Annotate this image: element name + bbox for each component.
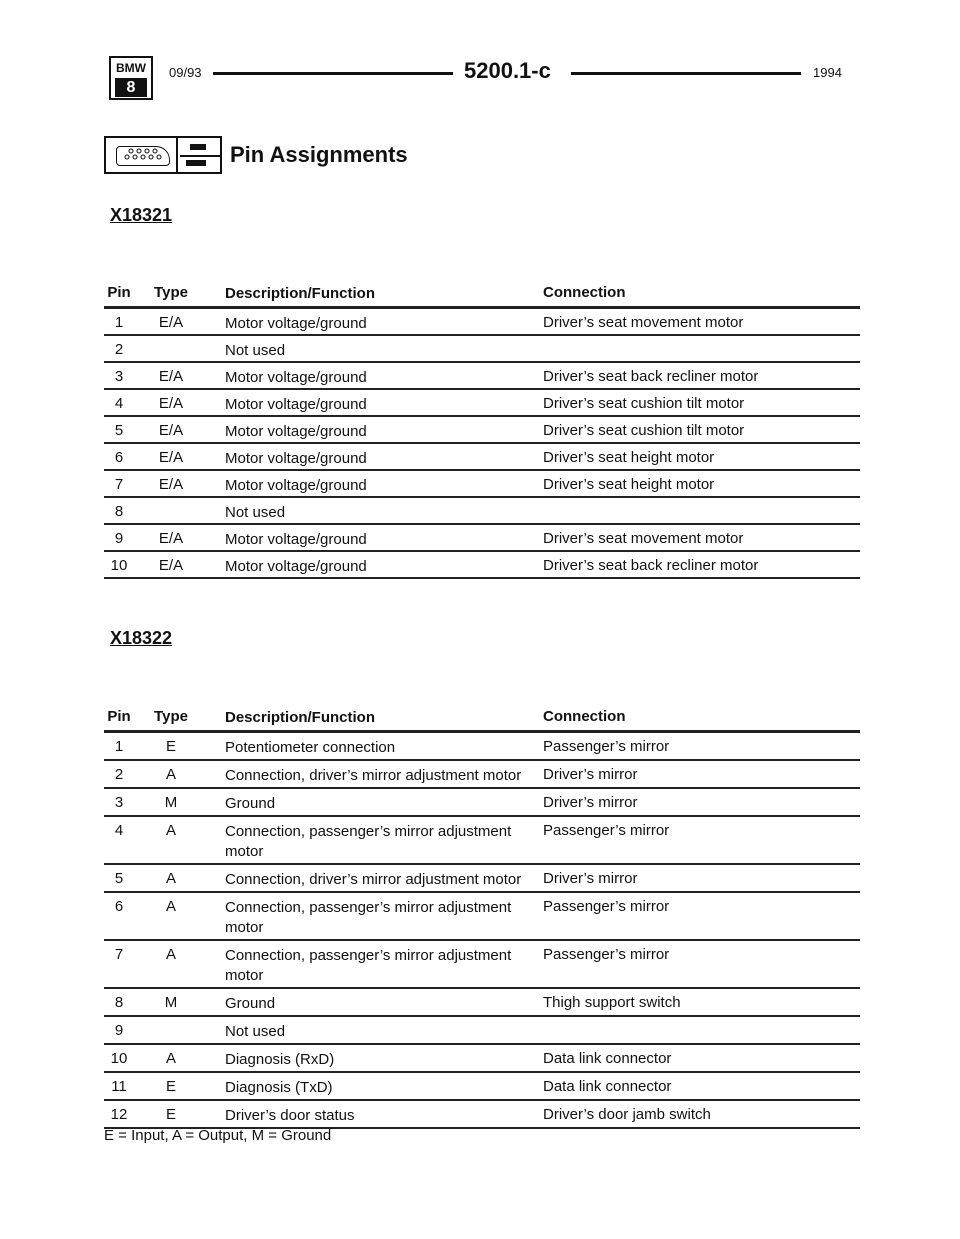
cell-type: A <box>165 766 176 783</box>
cell-conn: Driver’s mirror <box>543 870 638 887</box>
cell-desc: Potentiometer connection <box>225 739 396 756</box>
table-row <box>104 1015 860 1043</box>
header-type: Type <box>154 708 188 725</box>
table-row <box>104 415 860 442</box>
cell-pin: 5 <box>114 422 124 439</box>
cell-conn: Driver’s mirror <box>543 766 638 783</box>
cell-desc: Connection, driver’s mirror adjustment motor <box>225 871 522 888</box>
header-desc: Description/Function <box>225 709 375 726</box>
table-row <box>104 815 860 863</box>
table-row <box>104 306 860 334</box>
cell-type: E/A <box>158 395 184 412</box>
cell-conn: Passenger’s mirror <box>543 946 670 963</box>
header-rule-right <box>571 72 801 75</box>
cell-desc: Not used <box>225 342 286 359</box>
cell-desc: Connection, passenger’s mirror adjustment motor <box>225 823 512 860</box>
cell-conn: Driver’s seat back recliner motor <box>543 557 759 574</box>
table-row <box>104 361 860 388</box>
cell-conn: Driver’s mirror <box>543 794 638 811</box>
cell-pin: 9 <box>114 530 124 547</box>
cell-type: E/A <box>158 422 184 439</box>
cell-desc: Motor voltage/ground <box>225 423 367 440</box>
cell-desc: Ground <box>225 995 276 1012</box>
cell-type: E/A <box>158 530 184 547</box>
cell-pin: 3 <box>114 794 124 811</box>
header-conn: Connection <box>543 284 626 301</box>
cell-conn: Data link connector <box>543 1050 672 1067</box>
cell-conn: Driver’s seat height motor <box>543 449 715 466</box>
cell-conn: Driver’s seat height motor <box>543 476 715 493</box>
cell-pin: 2 <box>114 341 124 358</box>
cell-pin: 1 <box>114 314 124 331</box>
cell-type: E/A <box>158 557 184 574</box>
document-code: 5200.1-c <box>464 58 551 83</box>
cell-type: E/A <box>158 368 184 385</box>
header-pin: Pin <box>107 284 131 301</box>
table-row <box>104 550 860 579</box>
table-row <box>104 863 860 891</box>
table-header-row <box>104 708 860 730</box>
cell-pin: 6 <box>114 898 124 915</box>
legend-footnote: E = Input, A = Output, M = Ground <box>104 1127 332 1144</box>
cell-type: A <box>165 1050 176 1067</box>
header-pin: Pin <box>107 708 131 725</box>
table-row <box>104 1071 860 1099</box>
logo-text: BMW <box>116 61 146 75</box>
cell-pin: 10 <box>110 557 128 574</box>
cell-desc: Driver’s door status <box>225 1107 355 1124</box>
page-header <box>109 50 849 100</box>
logo-series: 8 <box>115 78 147 97</box>
cell-conn: Passenger’s mirror <box>543 738 670 755</box>
table-row <box>104 388 860 415</box>
cell-desc: Connection, driver’s mirror adjustment motor <box>225 767 522 784</box>
cell-pin: 5 <box>114 870 124 887</box>
table-row <box>104 939 860 987</box>
cell-desc: Motor voltage/ground <box>225 369 367 386</box>
cell-type: E <box>165 1106 176 1123</box>
connector-id-x18321: X18321 <box>110 205 173 225</box>
cell-pin: 2 <box>114 766 124 783</box>
header-conn: Connection <box>543 708 626 725</box>
table-row <box>104 469 860 496</box>
cell-conn: Passenger’s mirror <box>543 898 670 915</box>
cell-type: E/A <box>158 476 184 493</box>
pin-table-x18321 <box>104 284 860 579</box>
cell-desc: Motor voltage/ground <box>225 315 367 332</box>
cell-pin: 7 <box>114 946 124 963</box>
table-row <box>104 442 860 469</box>
cell-conn: Data link connector <box>543 1078 672 1095</box>
cell-desc: Motor voltage/ground <box>225 396 367 413</box>
cell-desc: Connection, passenger’s mirror adjustment motor <box>225 947 512 984</box>
cell-type: A <box>165 822 176 839</box>
cell-conn: Passenger’s mirror <box>543 822 670 839</box>
table-row <box>104 1099 860 1129</box>
cell-desc: Ground <box>225 795 276 812</box>
cell-conn: Driver’s seat movement motor <box>543 530 744 547</box>
header-year: 1994 <box>813 65 842 80</box>
cell-pin: 1 <box>114 738 124 755</box>
header-rule-left <box>213 72 453 75</box>
cell-desc: Diagnosis (RxD) <box>225 1051 335 1068</box>
cell-pin: 12 <box>110 1106 128 1123</box>
pin-table-x18322 <box>104 708 860 1129</box>
cell-type: A <box>165 946 176 963</box>
cell-pin: 8 <box>114 503 124 520</box>
cell-pin: 8 <box>114 994 124 1011</box>
table-row <box>104 759 860 787</box>
cell-pin: 6 <box>114 449 124 466</box>
cell-desc: Motor voltage/ground <box>225 450 367 467</box>
cell-type: E/A <box>158 449 184 466</box>
cell-desc: Not used <box>225 504 286 521</box>
table-row <box>104 496 860 523</box>
cell-desc: Motor voltage/ground <box>225 558 367 575</box>
cell-type: A <box>165 898 176 915</box>
cell-conn: Driver’s seat cushion tilt motor <box>543 395 745 412</box>
cell-desc: Diagnosis (TxD) <box>225 1079 333 1096</box>
cell-type: M <box>164 794 178 811</box>
cell-conn: Driver’s door jamb switch <box>543 1106 711 1123</box>
cell-desc: Connection, passenger’s mirror adjustment motor <box>225 899 512 936</box>
table-header-row <box>104 284 860 306</box>
page-title: Pin Assignments <box>230 142 408 167</box>
cell-conn: Thigh support switch <box>543 994 681 1011</box>
cell-type: M <box>164 994 178 1011</box>
cell-pin: 9 <box>114 1022 124 1039</box>
table-row <box>104 523 860 550</box>
connector-id-x18322: X18322 <box>110 628 173 648</box>
cell-pin: 10 <box>110 1050 128 1067</box>
cell-desc: Not used <box>225 1023 286 1040</box>
cell-pin: 7 <box>114 476 124 493</box>
header-date: 09/93 <box>169 65 202 80</box>
cell-type: A <box>165 870 176 887</box>
table-row <box>104 730 860 759</box>
cell-conn: Driver’s seat movement motor <box>543 314 744 331</box>
connector-pin-icon <box>104 136 222 174</box>
cell-conn: Driver’s seat back recliner motor <box>543 368 759 385</box>
table-row <box>104 787 860 815</box>
cell-conn: Driver’s seat cushion tilt motor <box>543 422 745 439</box>
cell-desc: Motor voltage/ground <box>225 531 367 548</box>
table-row <box>104 1043 860 1071</box>
cell-pin: 3 <box>114 368 124 385</box>
cell-type: E <box>165 1078 176 1095</box>
cell-pin: 4 <box>114 395 124 412</box>
cell-type: E/A <box>158 314 184 331</box>
cell-pin: 11 <box>111 1078 127 1095</box>
table-row <box>104 987 860 1015</box>
header-desc: Description/Function <box>225 285 375 302</box>
bmw-logo-icon <box>109 56 153 100</box>
cell-pin: 4 <box>114 822 124 839</box>
cell-desc: Motor voltage/ground <box>225 477 367 494</box>
header-type: Type <box>154 284 188 301</box>
cell-type: E <box>165 738 176 755</box>
table-row <box>104 891 860 939</box>
table-row <box>104 334 860 361</box>
